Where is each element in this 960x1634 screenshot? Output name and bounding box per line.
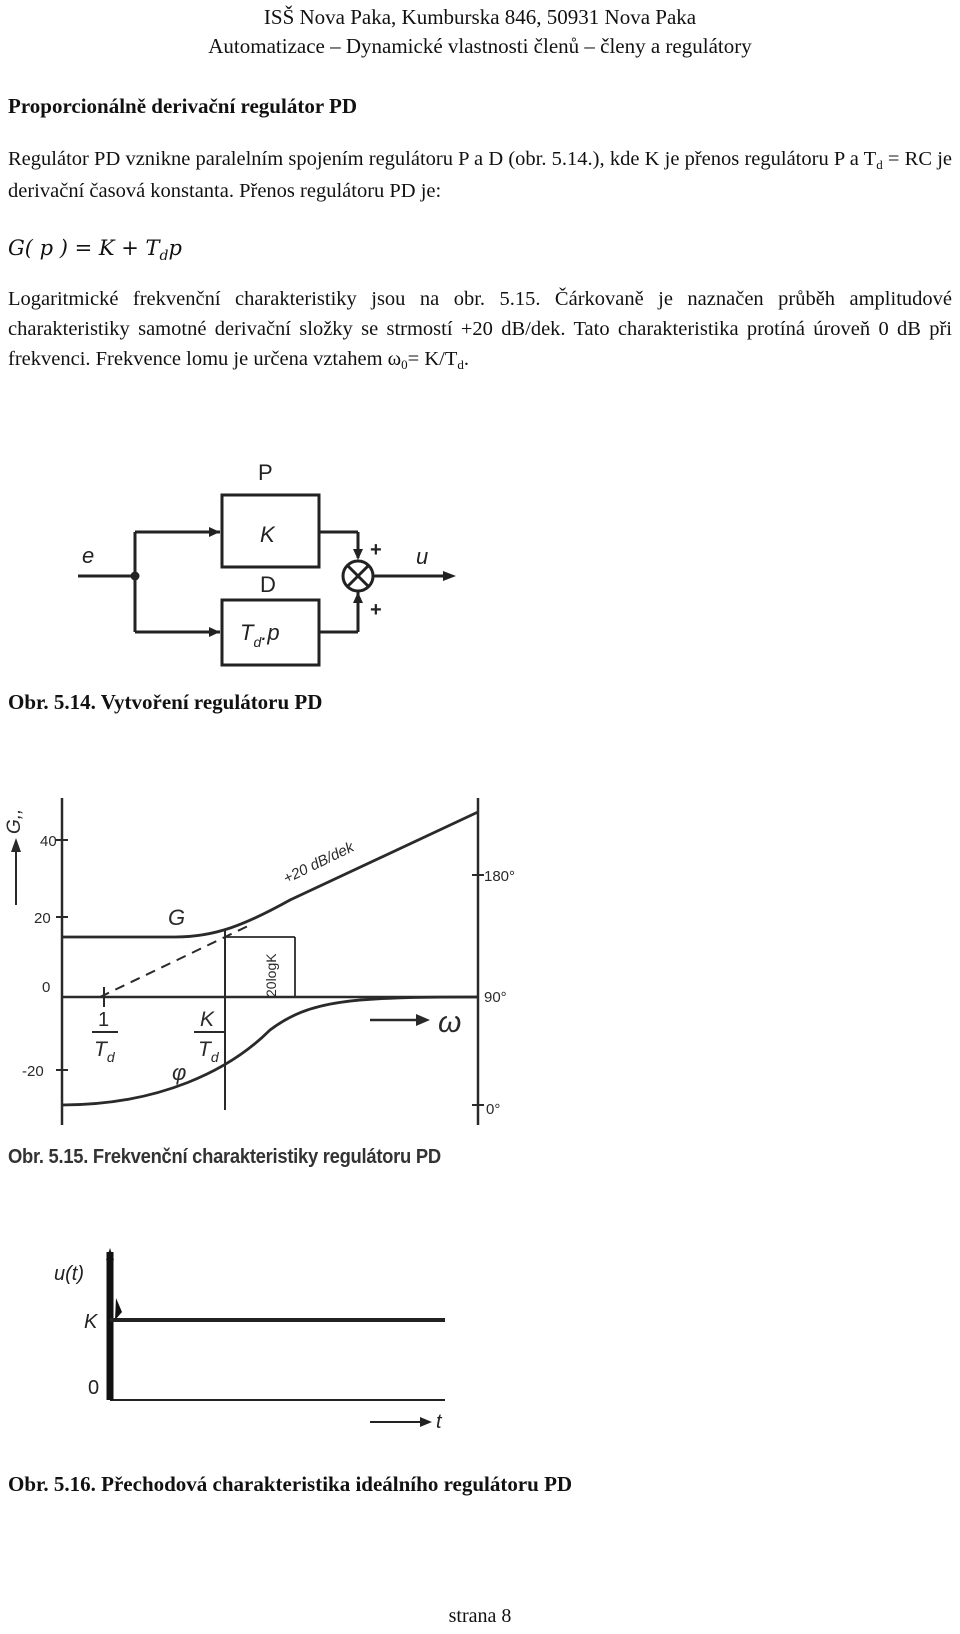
tick-40: 40 bbox=[40, 833, 57, 850]
header-school: ISŠ Nova Paka, Kumburska 846, 50931 Nova Paka bbox=[263, 5, 697, 29]
formula-rhs: p bbox=[168, 236, 182, 260]
x1-denominator: $T_d$ bbox=[94, 1038, 115, 1065]
tick-0deg: 0° bbox=[486, 1101, 501, 1118]
figure-514-caption: Obr. 5.14. Vytvoření regulátoru PD bbox=[8, 690, 323, 714]
section-title: Proporcionálně derivační regulátor PD bbox=[8, 94, 358, 118]
curve-g-label: G bbox=[168, 905, 186, 930]
label-k: K bbox=[260, 522, 275, 547]
x-axis-label-t: t bbox=[436, 1411, 442, 1433]
plus-bottom: + bbox=[370, 599, 382, 621]
figure-516-caption: Obr. 5.16. Přechodová charakteristika ideálního regulátoru PD bbox=[8, 1472, 573, 1496]
slope-label: +20 dB/dek bbox=[280, 838, 357, 888]
tick-minus-20: -20 bbox=[22, 1063, 44, 1080]
paragraph-frequency-text-b: = K/T bbox=[407, 348, 458, 370]
subscript-0: 0 bbox=[401, 357, 408, 372]
y-axis-label-ut: u(t) bbox=[54, 1263, 84, 1285]
header-subject: Automatizace – Dynamické vlastnosti členů – členy a regulátory bbox=[208, 34, 752, 58]
tick-180deg: 180° bbox=[484, 868, 516, 885]
x2-denominator: $T_d$ bbox=[198, 1038, 219, 1065]
x1-numerator: 1 bbox=[98, 1009, 110, 1031]
label-p: P bbox=[258, 460, 273, 485]
page-number: strana 8 bbox=[448, 1605, 512, 1627]
bode-plot-figure bbox=[0, 780, 560, 1140]
formula-lhs: G( p ) = K + T bbox=[8, 236, 160, 260]
curve-phi-label: φ bbox=[172, 1060, 187, 1085]
label-td: $T_d.p$ bbox=[240, 620, 280, 650]
formula-subscript: d bbox=[159, 248, 169, 264]
paragraph-intro-text-b: = RC je derivační časová konstanta. Přenos regulátoru PD je: bbox=[8, 148, 952, 202]
paragraph-frequency bbox=[8, 284, 952, 376]
subscript-d2: d bbox=[457, 357, 464, 372]
label-d: D bbox=[260, 572, 276, 597]
omega-label: ω bbox=[438, 1006, 462, 1039]
paragraph-frequency-text-a: Logaritmické frekvenční charakteristiky jsou na obr. 5.15. Čárkovaně je naznačen průběh amplitudové charakteristiky samotné derivační složky se strmostí +20 dB/dek. Tato charakteristika protíná úroveň 0 dB při frekvenci. Frekvence lomu je určena vztahem ω bbox=[8, 288, 952, 370]
label-u: u bbox=[416, 544, 429, 569]
tick-20: 20 bbox=[34, 910, 51, 927]
step-response-figure bbox=[40, 1240, 480, 1440]
figure-515-caption: Obr. 5.15. Frekvenční charakteristiky regulátoru PD bbox=[8, 1146, 441, 1168]
tick-90deg: 90° bbox=[484, 989, 507, 1006]
transfer-function-formula bbox=[8, 236, 182, 264]
block-diagram-figure bbox=[60, 440, 500, 680]
paragraph-intro bbox=[8, 144, 952, 206]
paragraph-frequency-text-c: . bbox=[463, 348, 469, 370]
label-e: e bbox=[82, 543, 95, 568]
paragraph-intro-text-a: Regulátor PD vznikne paralelním spojením regulátoru P a D (obr. 5.14.), kde K je přenos regulátoru P a T bbox=[8, 148, 877, 170]
x2-numerator: K bbox=[200, 1008, 215, 1031]
gain-label: 20logK bbox=[263, 953, 279, 997]
subscript-d: d bbox=[876, 157, 883, 172]
y-axis-label: G,, bbox=[4, 808, 25, 834]
tick-0: 0 bbox=[42, 979, 51, 996]
plus-top: + bbox=[370, 539, 382, 561]
level-0-label: 0 bbox=[88, 1377, 100, 1399]
level-k-label: K bbox=[84, 1311, 98, 1333]
